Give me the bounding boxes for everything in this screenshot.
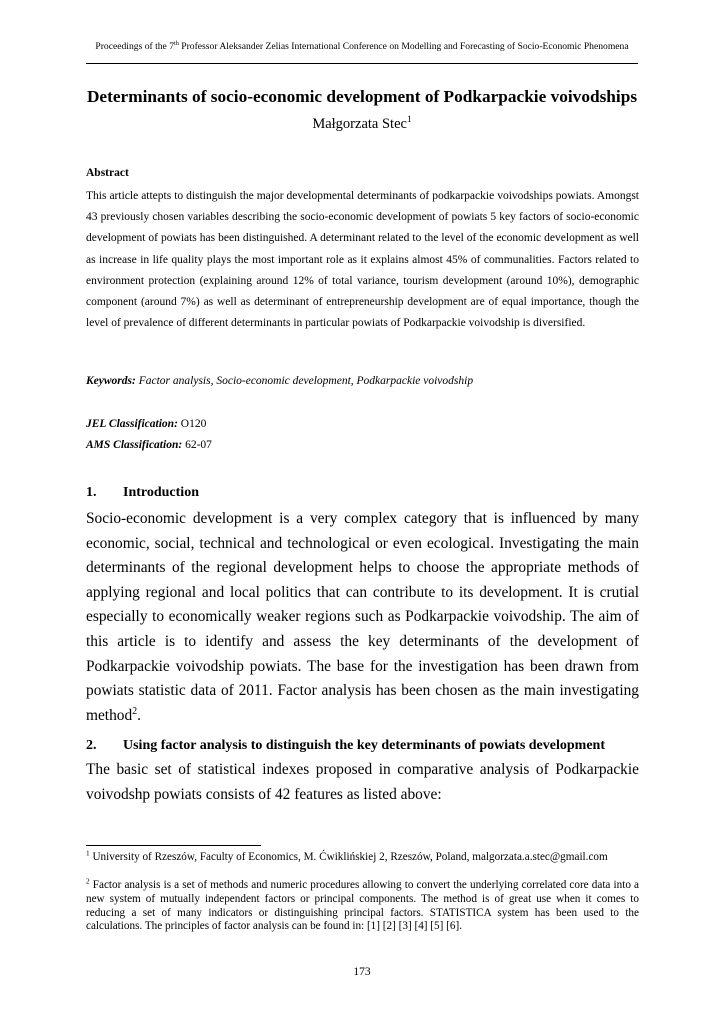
header-rule [86, 63, 638, 64]
jel-label: JEL Classification: [86, 418, 178, 430]
section-1-heading [86, 484, 199, 502]
jel-value: O120 [177, 418, 207, 430]
section-1-title: Introduction [123, 485, 199, 500]
footnote-1-mark: 1 [86, 849, 90, 858]
paper-title: Determinants of socio-economic development of Podkarpackie voivodships [86, 87, 638, 106]
ams-value: 62-07 [182, 439, 212, 451]
abstract-heading: Abstract [86, 167, 129, 179]
footnote-rule [86, 845, 261, 846]
author-line [86, 114, 638, 134]
author-footnote-mark: 1 [406, 115, 412, 126]
section-1-end: . [137, 706, 142, 724]
section-1-text [86, 507, 639, 728]
jel-classification [86, 416, 206, 432]
page-number: 173 [353, 966, 371, 978]
section-1-footnote-mark: 2 [132, 705, 138, 717]
ams-label: AMS Classification: [86, 439, 183, 451]
ams-classification [86, 437, 212, 453]
section-2-heading [86, 737, 605, 755]
keywords-line [86, 373, 473, 389]
section-2-title: Using factor analysis to distinguish the key determinants of powiats development [123, 738, 605, 753]
section-2-number: 2. [86, 738, 97, 753]
section-2-text: The basic set of statistical indexes proposed in comparative analysis of Podkarpackie voivodshp powiats consists of 42 features as listed above: [86, 761, 639, 803]
footnote-2-mark: 2 [86, 877, 90, 886]
author-name: Małgorzata Stec [312, 116, 407, 132]
footnote-2-text: Factor analysis is a set of methods and numeric procedures allowing to convert the underlying correlated core data into a new system of mutually independent factors or principal components. The method is of great use when it comes to reducing a set of many indicators or distinguishing principal factors. STATISTICA system has been used to the calculations. The principles of factor analysis can be found in: [1] [2] [3] [4] [5] [6]. [86, 879, 639, 933]
header-superscript: th [174, 39, 179, 47]
section-1-body: Socio-economic development is a very complex category that is influenced by many economic, social, technical and technological or even ecological. Investigating the main determinants of the regional development helps to choose the appropriate methods of applying regional and local politics that can contribute to its development. It is crutial especially to economically weaker regions such as Podkarpackie voivodship. The aim of this article is to identify and assess the key determinants of the development of Podkarpackie voivodship powiats. The base for the investigation has been drawn from powiats statistic data of 2011. Factor analysis has been chosen as the main investigating method [86, 510, 639, 724]
keywords-text: Factor analysis, Socio-economic development, Podkarpackie voivodship [135, 375, 474, 387]
running-header [86, 40, 638, 54]
footnote-1 [86, 851, 639, 865]
header-text-pre: Proceedings of the 7 [95, 41, 175, 52]
footnote-2 [86, 879, 639, 934]
section-1-number: 1. [86, 485, 97, 500]
footnote-1-text: University of Rzeszów, Faculty of Economics, M. Ćwiklińskiej 2, Rzeszów, Poland, malgorzata.a.stec@gmail.com [89, 851, 608, 863]
header-text-post: Professor Aleksander Zelias International Conference on Modelling and Forecasting of Socio-Economic Phenomena [178, 41, 629, 52]
abstract-text: This article attepts to distinguish the major developmental determinants of podkarpackie voivodships powiats. Amongst 43 previously chosen variables describing the socio-economic development of powiats 5 key factors of socio-economic development of powiats has been distinguished. A determinant related to the level of the economic development as well as increase in life quality plays the most important role as it explains almost 45% of communalities. Factors related to environment protection (explaining around 12% of total variance, tourism development (around 10%), demographic component (around 7%) as well as determinant of entrepreneurship development are of equal importance, though the level of prevalence of different determinants in particular powiats of Podkarpackie voivodship is diversified. [86, 190, 639, 330]
keywords-label: Keywords: [86, 375, 136, 387]
